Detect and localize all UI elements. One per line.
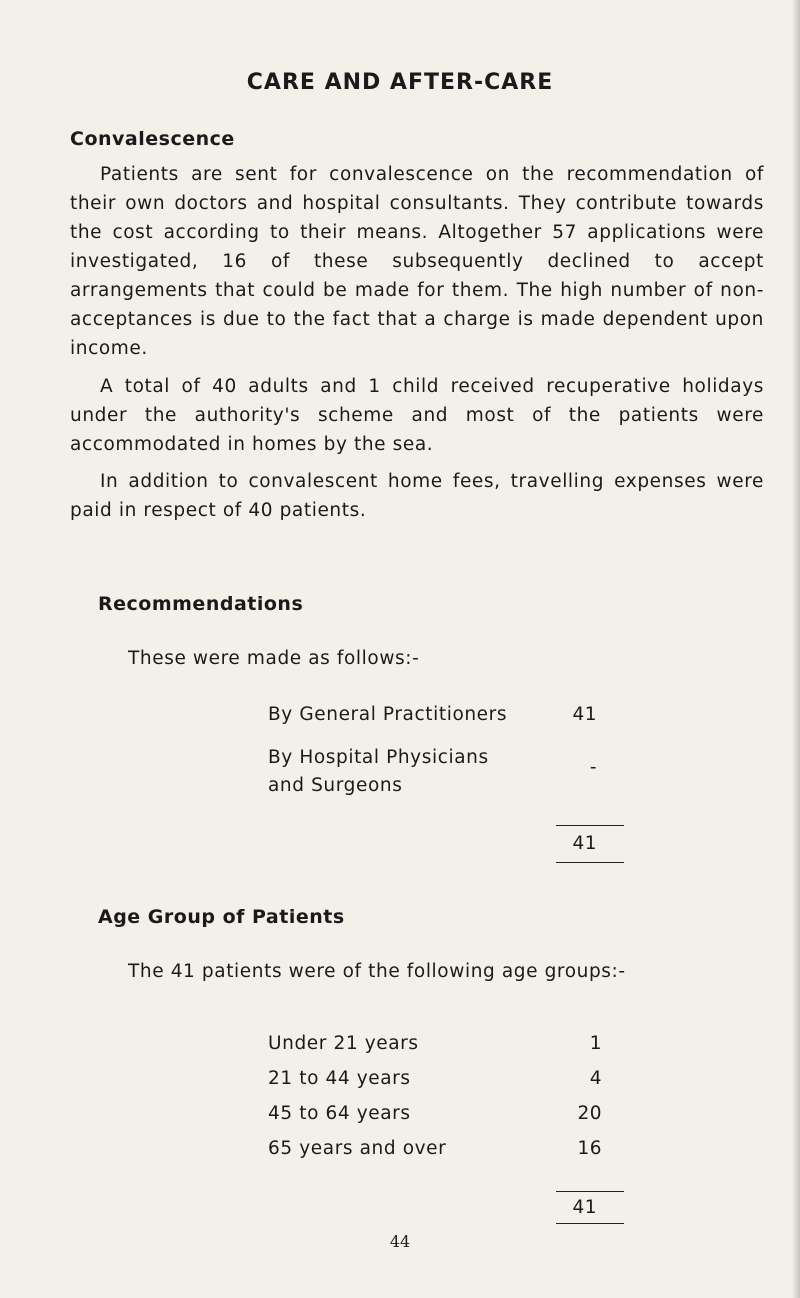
age-group-label: 21 to 44 years [268, 1068, 411, 1089]
age-group-intro: The 41 patients were of the following age groups:- [128, 961, 626, 982]
convalescence-paragraph-3 [70, 467, 764, 525]
age-group-value: 1 [589, 1033, 602, 1054]
paragraph-text: In addition to convalescent home fees, travelling expenses were paid in respect of 40 patients. [70, 471, 764, 521]
recommendation-label-hospital-line1: By Hospital Physicians [268, 747, 489, 768]
age-group-label: 45 to 64 years [268, 1103, 411, 1124]
page-number: 44 [389, 1232, 411, 1251]
age-group-value: 20 [577, 1103, 602, 1124]
page-title: CARE AND AFTER-CARE [246, 70, 554, 95]
page-edge-shadow [792, 0, 800, 1298]
recommendation-value-hospital: - [589, 757, 597, 778]
age-group-value: 16 [577, 1138, 602, 1159]
paragraph-text: A total of 40 adults and 1 child received recuperative holidays under the authority's scheme and most of the patients were accommodated in homes by the sea. [70, 376, 764, 455]
recommendations-total: 41 [572, 833, 597, 854]
total-rule-bottom [556, 862, 624, 863]
age-group-heading: Age Group of Patients [98, 906, 345, 928]
age-group-value: 4 [589, 1068, 602, 1089]
total-rule-bottom [556, 1223, 624, 1224]
convalescence-paragraph-1 [70, 160, 764, 363]
paragraph-text: Patients are sent for convalescence on the recommendation of their own doctors and hospital consultants. They contribute towards the cost according to their means. Altogether 57 applications were investigated, 16 of these subsequently declined to accept arrangements that could be made for them. The high number of non-acceptances is due to the fact that a charge is made dependent upon income. [70, 164, 764, 359]
recommendations-intro: These were made as follows:- [128, 648, 420, 669]
total-rule-top [556, 825, 624, 826]
convalescence-heading: Convalescence [70, 128, 235, 150]
convalescence-paragraph-2 [70, 372, 764, 459]
age-group-label: 65 years and over [268, 1138, 447, 1159]
recommendation-value-gp: 41 [572, 704, 597, 725]
age-group-label: Under 21 years [268, 1033, 419, 1054]
recommendation-label-gp: By General Practitioners [268, 704, 508, 725]
total-rule-top [556, 1191, 624, 1192]
recommendations-heading: Recommendations [98, 593, 304, 615]
recommendation-label-hospital-line2: and Surgeons [268, 775, 403, 796]
age-group-total: 41 [572, 1197, 597, 1218]
